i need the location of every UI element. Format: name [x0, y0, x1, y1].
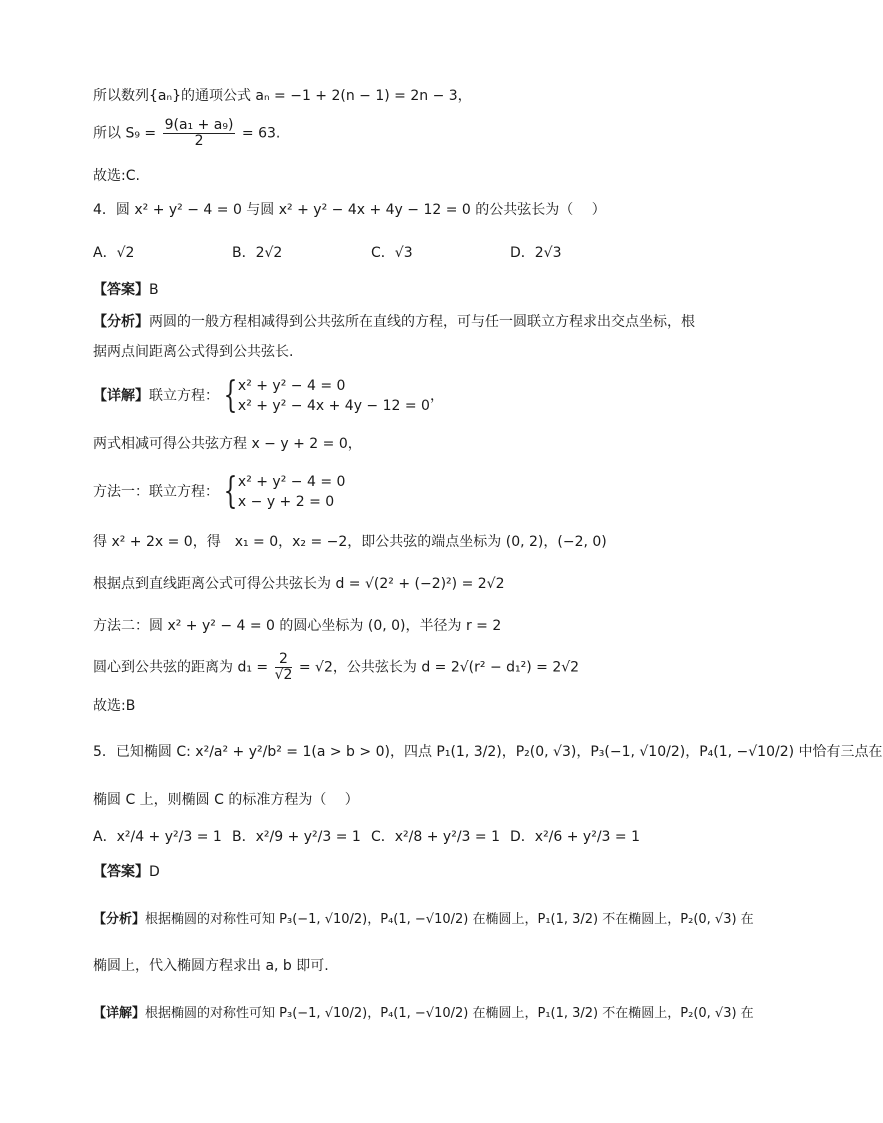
q4-option-a: A．√2 — [93, 245, 135, 261]
equation-2: x − y + 2 = 0 — [237, 494, 335, 510]
solve-line: 得 x² + 2x = 0，得 x₁ = 0，x₂ = −2，即公共弦的端点坐标为 (0, 2)，(−2, 0) — [93, 534, 607, 550]
sum-denominator: 2 — [194, 133, 204, 149]
analysis-4-line1 — [93, 312, 695, 332]
d1-numerator: 2 — [275, 652, 293, 668]
method-2: 方法二：圆 x² + y² − 4 = 0 的圆心坐标为 (0, 0)，半径为 r = 2 — [93, 618, 502, 634]
equation-2: x² + y² − 4x + 4y − 12 = 0 — [237, 398, 430, 414]
text-line: 所以数列{aₙ}的通项公式 aₙ = −1 + 2(n − 1) = 2n − 3， — [93, 88, 472, 104]
equation-1: x² + y² − 4 = 0 — [237, 474, 346, 490]
analysis-5-line2: 椭圆上，代入椭圆方程求出 a, b 即可. — [93, 958, 329, 974]
answer-tag: 【答案】 — [93, 282, 149, 298]
analysis-5-line1 — [93, 910, 754, 930]
analysis-tag: 【分析】 — [93, 314, 149, 330]
sum-fraction — [163, 118, 236, 149]
method-1 — [93, 472, 345, 512]
distance-line: 根据点到直线距离公式可得公共弦长为 d = √(2² + (−2)²) = 2√2 — [93, 576, 505, 592]
detail-tag: 【详解】 — [93, 1006, 146, 1021]
d1-fraction — [275, 652, 293, 683]
question-5-line1: 5．已知椭圆 C: x²/a² + y²/b² = 1(a > b > 0)，四点 P₁(1, 3/2)，P₂(0, √3)，P₃(−1, √10/2)，P₄(1, −√10/2) 中恰有三点在 — [93, 744, 883, 760]
q5-option-a: A．x²/4 + y²/3 = 1 — [93, 829, 222, 845]
answer-5 — [93, 862, 160, 882]
q5-option-c: C．x²/8 + y²/3 = 1 — [371, 829, 500, 845]
equation-system — [238, 472, 346, 512]
question-5-line2: 椭圆 C 上，则椭圆 C 的标准方程为（ ） — [93, 792, 359, 808]
q5-option-b: B．x²/9 + y²/3 = 1 — [232, 829, 361, 845]
brace-icon: { — [223, 375, 238, 416]
equation-1: x² + y² − 4 = 0 — [237, 378, 346, 394]
choice-line: 故选:B — [93, 698, 136, 714]
detail-prefix: 联立方程： — [149, 388, 219, 404]
sum-suffix: = 63. — [241, 125, 281, 142]
d1-denominator: √2 — [274, 667, 293, 683]
method-1-prefix: 方法一：联立方程： — [93, 484, 219, 500]
detail-5-line1 — [93, 1004, 754, 1024]
answer-tag: 【答案】 — [93, 864, 149, 880]
answer-value: D — [149, 864, 160, 880]
q4-option-b: B．2√2 — [232, 245, 283, 261]
equation-system — [238, 376, 430, 416]
brace-icon: { — [223, 471, 238, 512]
analysis-4-line2: 据两点间距离公式得到公共弦长. — [93, 344, 294, 360]
q4-option-c: C．√3 — [371, 245, 413, 261]
detail-4 — [93, 376, 444, 416]
answer-value: B — [149, 282, 159, 298]
answer-4 — [93, 280, 159, 300]
choice-line: 故选:C. — [93, 168, 140, 184]
detail-suffix: ， — [429, 388, 444, 404]
analysis-text: 根据椭圆的对称性可知 P₃(−1, √10/2)，P₄(1, −√10/2) 在椭圆上，P₁(1, 3/2) 不在椭圆上，P₂(0, √3) 在 — [145, 912, 754, 927]
analysis-tag: 【分析】 — [93, 912, 146, 927]
detail-text: 根据椭圆的对称性可知 P₃(−1, √10/2)，P₄(1, −√10/2) 在椭圆上，P₁(1, 3/2) 不在椭圆上，P₂(0, √3) 在 — [145, 1006, 754, 1021]
question-4: 4．圆 x² + y² − 4 = 0 与圆 x² + y² − 4x + 4y − 12 = 0 的公共弦长为（ ） — [93, 202, 606, 218]
sum-line — [93, 118, 280, 149]
analysis-text: 两圆的一般方程相减得到公共弦所在直线的方程，可与任一圆联立方程求出交点坐标，根 — [149, 314, 695, 330]
q4-option-d: D．2√3 — [510, 245, 562, 261]
q5-option-d: D．x²/6 + y²/3 = 1 — [510, 829, 640, 845]
sum-prefix: 所以 S₉ = — [93, 125, 157, 142]
d1-prefix: 圆心到公共弦的距离为 d₁ = — [93, 659, 269, 676]
center-distance-line — [93, 652, 579, 683]
sum-numerator: 9(a₁ + a₉) — [164, 117, 234, 133]
d1-suffix: = √2，公共弦长为 d = 2√(r² − d₁²) = 2√2 — [298, 659, 580, 676]
detail-tag: 【详解】 — [93, 388, 149, 404]
subtract-line: 两式相减可得公共弦方程 x − y + 2 = 0， — [93, 436, 362, 452]
